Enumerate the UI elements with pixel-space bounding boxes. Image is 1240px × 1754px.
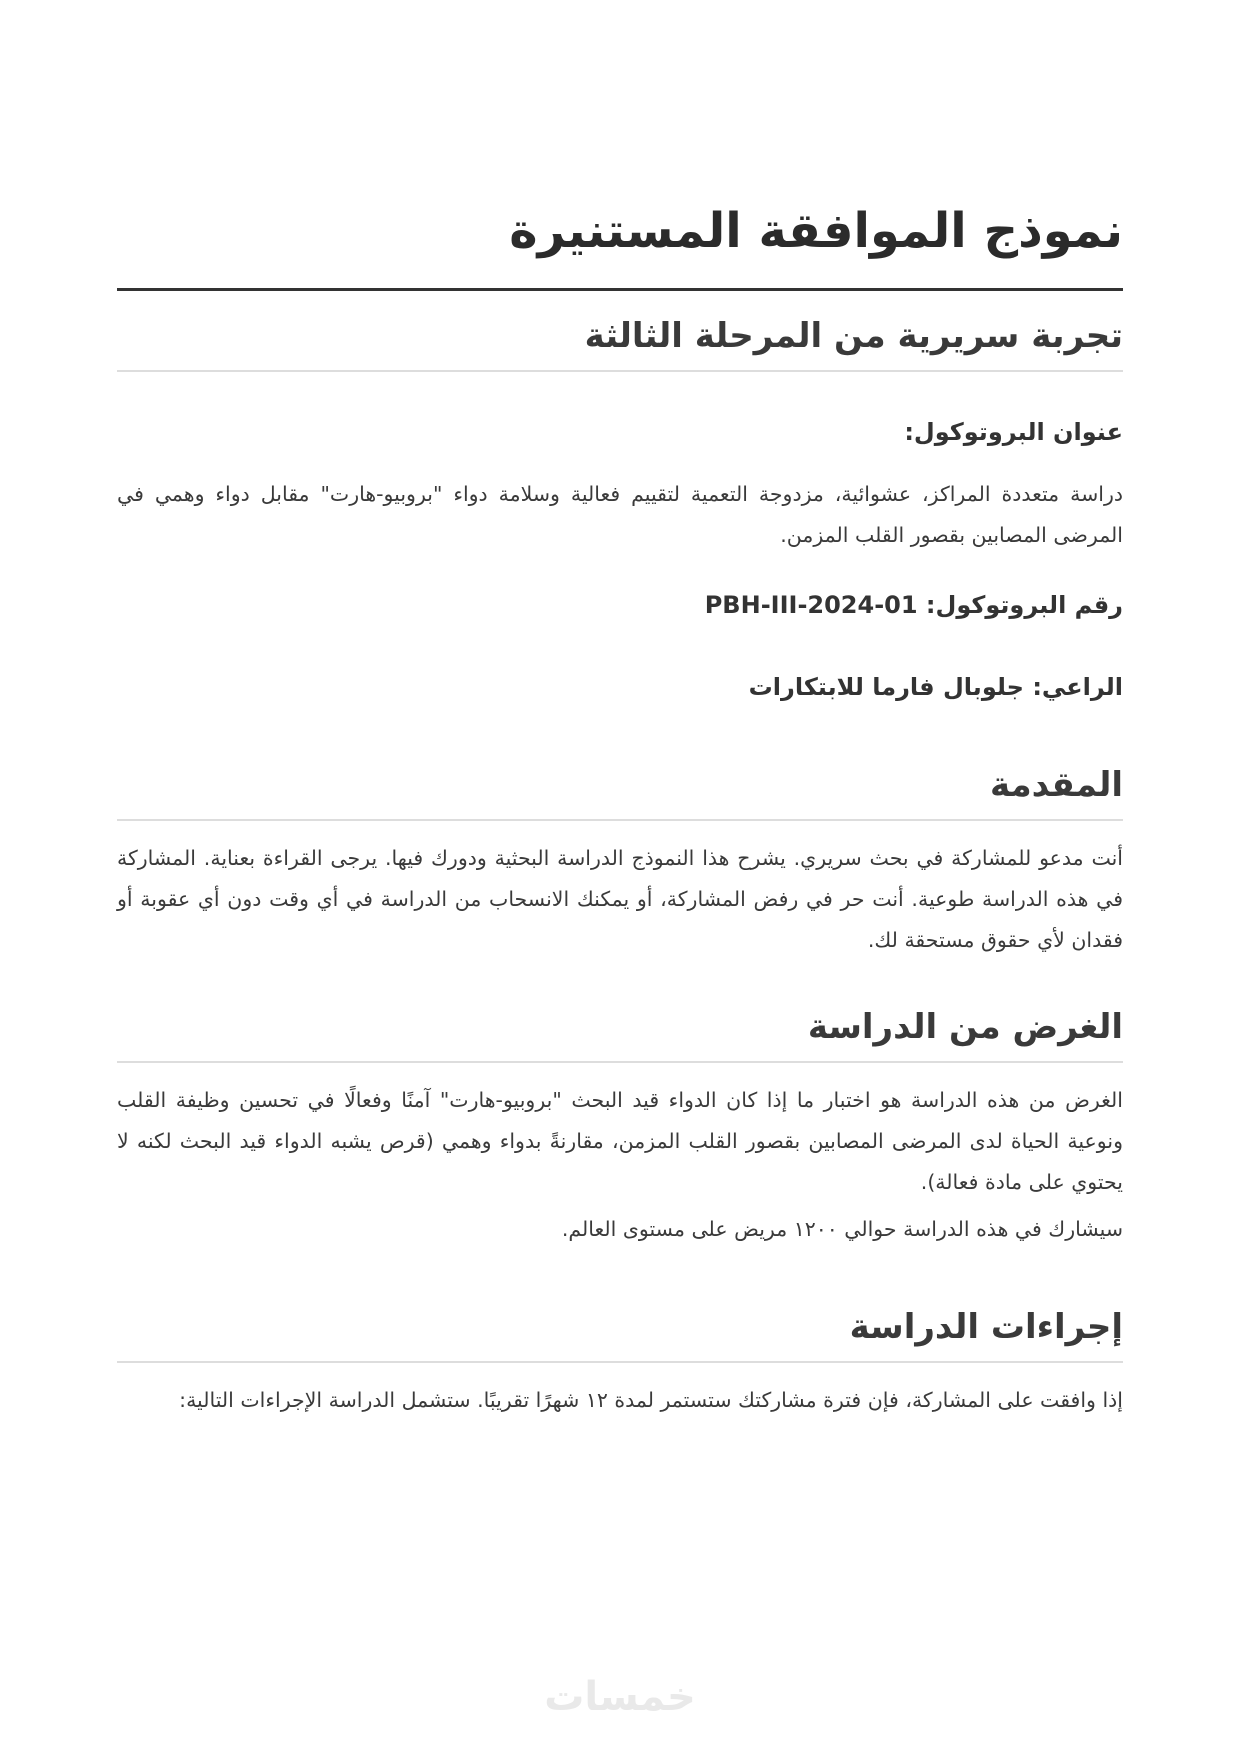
protocol-title-text: دراسة متعددة المراكز، عشوائية، مزدوجة التعمية لتقييم فعالية وسلامة دواء "بروبيو-هارت" مقابل دواء وهمي في المرضى المصابين بقصور القلب المزمن. (117, 482, 1123, 547)
purpose-participants-text: سيشارك في هذه الدراسة حوالي ١٢٠٠ مريض على مستوى العالم. (561, 1217, 1123, 1241)
sponsor-label: الراعي: (1032, 673, 1123, 701)
procedures-text: إذا وافقت على المشاركة، فإن فترة مشاركتك ستستمر لمدة ١٢ شهرًا تقريبًا. ستشمل الدراسة الإجراءات التالية: (179, 1388, 1123, 1412)
trial-heading: تجربة سريرية من المرحلة الثالثة (584, 316, 1123, 356)
purpose-text: الغرض من هذه الدراسة هو اختبار ما إذا كان الدواء قيد البحث "بروبيو-هارت" آمنًا وفعالًا في تحسين وظيفة القلب ونوعية الحياة لدى المرضى المصابين بقصور القلب المزمن، مقارنةً بدواء وهمي (قرص يشبه الدواء قيد البحث لكنه لا يحتوي على مادة فعالة). (117, 1088, 1123, 1194)
protocol-number-value: PBH-III-2024-01 (704, 591, 918, 619)
intro-heading: المقدمة (990, 765, 1123, 805)
watermark-logo: خمسات (544, 1674, 696, 1720)
procedures-heading: إجراءات الدراسة (849, 1307, 1123, 1347)
protocol-title-label: عنوان البروتوكول: (904, 418, 1123, 446)
procedures-divider (117, 1361, 1123, 1363)
intro-text: أنت مدعو للمشاركة في بحث سريري. يشرح هذا النموذج الدراسة البحثية ودورك فيها. يرجى القراءة بعناية. المشاركة في هذه الدراسة طوعية. أنت حر في رفض المشاركة، أو يمكنك الانسحاب من الدراسة في أي وقت دون أي عقوبة أو فقدان لأي حقوق مستحقة لك. (117, 846, 1123, 952)
purpose-heading: الغرض من الدراسة (807, 1007, 1123, 1047)
sponsor (749, 667, 1123, 707)
page-title: نموذج الموافقة المستنيرة (509, 203, 1123, 259)
title-divider (117, 288, 1123, 291)
purpose-divider (117, 1061, 1123, 1063)
protocol-number-label: رقم البروتوكول: (925, 591, 1123, 619)
trial-heading-divider (117, 370, 1123, 372)
sponsor-value: جلوبال فارما للابتكارات (748, 673, 1024, 701)
document-page (117, 0, 1123, 1754)
protocol-number (705, 585, 1123, 625)
intro-divider (117, 819, 1123, 821)
